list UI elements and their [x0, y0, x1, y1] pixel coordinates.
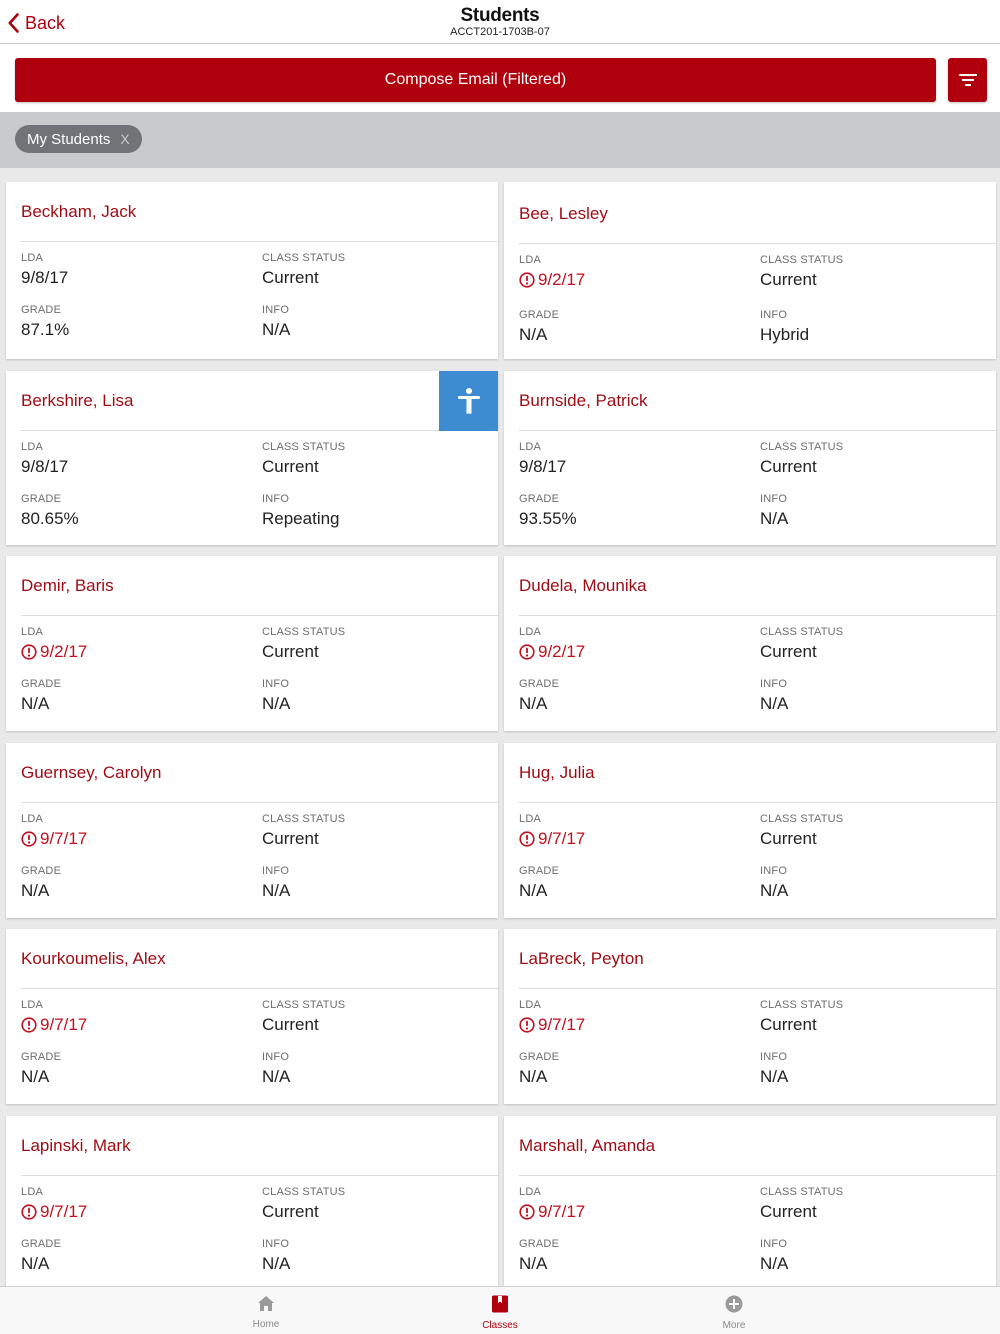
lda-date: 9/8/17 [21, 268, 69, 287]
info-label: INFO [262, 304, 290, 316]
student-card[interactable] [6, 929, 498, 1104]
lda-date: 9/7/17 [40, 1202, 88, 1221]
grade-label: GRADE [519, 493, 560, 505]
grade-value: 80.65% [21, 509, 79, 528]
info-value: Repeating [262, 509, 340, 528]
info-value: N/A [262, 1254, 291, 1273]
student-card[interactable] [6, 182, 498, 359]
lda-date: 9/7/17 [40, 1015, 88, 1034]
student-name[interactable]: Guernsey, Carolyn [21, 763, 162, 782]
student-name[interactable]: Hug, Julia [519, 763, 595, 782]
card-divider [519, 1175, 996, 1176]
lda-date: 9/7/17 [538, 1015, 586, 1034]
student-card[interactable] [6, 371, 498, 545]
tab-classes-label: Classes [482, 1320, 518, 1331]
grade-value: 87.1% [21, 320, 70, 339]
card-divider [519, 430, 996, 431]
lda-label: LDA [519, 813, 541, 825]
class-status-label: CLASS STATUS [262, 252, 346, 264]
page-title: Students [460, 5, 540, 26]
alert-circle-icon [21, 831, 37, 847]
student-card[interactable] [6, 743, 498, 918]
info-label: INFO [262, 678, 290, 690]
nav-header [0, 0, 1000, 44]
class-status-value: Current [760, 829, 817, 848]
student-name[interactable]: Burnside, Patrick [519, 391, 648, 410]
lda-date: 9/7/17 [538, 829, 586, 848]
lda-label: LDA [519, 626, 541, 638]
lda-label: LDA [21, 626, 43, 638]
filter-chip-my-students[interactable] [15, 125, 142, 153]
info-label: INFO [262, 1051, 290, 1063]
alert-circle-icon [519, 644, 535, 660]
card-divider [519, 802, 996, 803]
filter-button[interactable] [948, 58, 987, 102]
grade-label: GRADE [519, 865, 560, 877]
info-label: INFO [760, 1238, 788, 1250]
class-status-label: CLASS STATUS [262, 999, 346, 1011]
filter-chip-label: My Students [27, 130, 111, 148]
lda-label: LDA [21, 813, 43, 825]
class-status-value: Current [262, 829, 319, 848]
lda-value [21, 1015, 87, 1035]
lda-value [21, 457, 68, 477]
alert-circle-icon [519, 831, 535, 847]
alert-circle-icon [21, 644, 37, 660]
class-status-value: Current [262, 1015, 319, 1034]
student-card[interactable] [504, 929, 996, 1104]
info-value: N/A [262, 881, 291, 900]
student-name[interactable]: Dudela, Mounika [519, 576, 647, 595]
info-value: N/A [760, 509, 789, 528]
lda-value [21, 268, 68, 288]
lda-value [519, 642, 585, 662]
info-label: INFO [760, 678, 788, 690]
student-card[interactable] [6, 1116, 498, 1291]
student-name[interactable]: Beckham, Jack [21, 202, 137, 221]
class-status-value: Current [760, 457, 817, 476]
grade-label: GRADE [21, 1238, 62, 1250]
grade-value: N/A [519, 1254, 548, 1273]
grade-label: GRADE [519, 1238, 560, 1250]
info-value: N/A [760, 1254, 789, 1273]
student-card[interactable] [504, 182, 996, 359]
card-divider [21, 615, 498, 616]
student-card[interactable] [504, 743, 996, 918]
card-divider [21, 988, 498, 989]
student-card[interactable] [504, 1116, 996, 1291]
info-value: N/A [760, 1067, 789, 1086]
class-status-value: Current [760, 1015, 817, 1034]
card-divider [21, 430, 498, 431]
lda-date: 9/2/17 [40, 642, 88, 661]
info-label: INFO [760, 1051, 788, 1063]
class-status-label: CLASS STATUS [262, 441, 346, 453]
info-value: N/A [760, 694, 789, 713]
lda-value [519, 270, 585, 290]
info-label: INFO [760, 493, 788, 505]
student-card[interactable] [504, 556, 996, 731]
student-name[interactable]: Demir, Baris [21, 576, 114, 595]
lda-date: 9/8/17 [519, 457, 567, 476]
filter-icon [959, 73, 977, 87]
class-status-value: Current [262, 642, 319, 661]
card-divider [21, 802, 498, 803]
page-subtitle: ACCT201-1703B-07 [450, 26, 550, 38]
class-status-value: Current [262, 268, 319, 287]
tab-classes[interactable] [460, 1295, 540, 1331]
lda-label: LDA [519, 999, 541, 1011]
lda-label: LDA [519, 254, 541, 266]
lda-date: 9/2/17 [538, 270, 586, 289]
tab-more[interactable] [694, 1295, 774, 1331]
lda-value [519, 1202, 585, 1222]
lda-value [519, 457, 566, 477]
class-status-label: CLASS STATUS [760, 254, 844, 266]
info-value: N/A [262, 694, 291, 713]
info-label: INFO [262, 1238, 290, 1250]
student-name[interactable]: Bee, Lesley [519, 204, 608, 223]
info-value: N/A [262, 1067, 291, 1086]
accessibility-icon [457, 387, 481, 415]
tab-home[interactable] [226, 1295, 306, 1330]
active-filters-bar [0, 112, 1000, 168]
student-name[interactable]: Kourkoumelis, Alex [21, 949, 166, 968]
card-divider [519, 988, 996, 989]
grade-value: N/A [21, 881, 50, 900]
alert-circle-icon [519, 272, 535, 288]
grade-label: GRADE [21, 493, 62, 505]
lda-date: 9/8/17 [21, 457, 69, 476]
class-status-label: CLASS STATUS [760, 441, 844, 453]
class-status-value: Current [760, 1202, 817, 1221]
tab-bar [0, 1286, 1000, 1334]
card-divider [21, 241, 498, 242]
alert-circle-icon [519, 1204, 535, 1220]
class-status-value: Current [262, 457, 319, 476]
student-name[interactable]: Berkshire, Lisa [21, 391, 134, 410]
lda-label: LDA [21, 252, 43, 264]
alert-circle-icon [21, 1017, 37, 1033]
lda-value [21, 642, 87, 662]
grade-value: N/A [21, 694, 50, 713]
grade-value: N/A [21, 1254, 50, 1273]
grade-value: N/A [519, 325, 548, 344]
grade-value: N/A [519, 881, 548, 900]
info-value: Hybrid [760, 325, 810, 344]
lda-label: LDA [21, 1186, 43, 1198]
card-divider [21, 1175, 498, 1176]
lda-date: 9/2/17 [538, 642, 586, 661]
grade-label: GRADE [519, 309, 560, 321]
class-status-value: Current [760, 642, 817, 661]
lda-label: LDA [519, 1186, 541, 1198]
grade-label: GRADE [21, 1051, 62, 1063]
class-status-label: CLASS STATUS [760, 626, 844, 638]
info-value: N/A [760, 881, 789, 900]
plus-circle-icon [725, 1295, 743, 1313]
class-status-label: CLASS STATUS [262, 1186, 346, 1198]
lda-date: 9/7/17 [538, 1202, 586, 1221]
info-label: INFO [760, 865, 788, 877]
card-divider [519, 615, 996, 616]
class-status-label: CLASS STATUS [760, 1186, 844, 1198]
class-status-value: Current [262, 1202, 319, 1221]
student-card[interactable] [6, 556, 498, 731]
class-status-label: CLASS STATUS [760, 813, 844, 825]
grade-label: GRADE [21, 304, 62, 316]
grade-label: GRADE [21, 678, 62, 690]
class-status-label: CLASS STATUS [262, 626, 346, 638]
accessibility-button[interactable] [439, 371, 498, 431]
info-value: N/A [262, 320, 291, 339]
lda-value [21, 1202, 87, 1222]
compose-row [0, 44, 1000, 112]
lda-value [519, 1015, 585, 1035]
lda-label: LDA [519, 441, 541, 453]
grade-value: N/A [21, 1067, 50, 1086]
card-divider [519, 243, 996, 244]
home-icon [257, 1295, 275, 1312]
student-name[interactable]: LaBreck, Peyton [519, 949, 644, 968]
compose-email-button[interactable]: Compose Email (Filtered) [15, 58, 936, 102]
info-label: INFO [262, 865, 290, 877]
info-label: INFO [262, 493, 290, 505]
student-card[interactable] [504, 371, 996, 545]
grade-value: N/A [519, 694, 548, 713]
back-label: Back [25, 12, 66, 33]
lda-label: LDA [21, 999, 43, 1011]
grade-label: GRADE [21, 865, 62, 877]
alert-circle-icon [519, 1017, 535, 1033]
lda-label: LDA [21, 441, 43, 453]
grade-value: 93.55% [519, 509, 577, 528]
book-icon [491, 1295, 509, 1313]
class-status-label: CLASS STATUS [760, 999, 844, 1011]
alert-circle-icon [21, 1204, 37, 1220]
grade-label: GRADE [519, 1051, 560, 1063]
tab-home-label: Home [252, 1319, 280, 1330]
class-status-label: CLASS STATUS [262, 813, 346, 825]
student-name[interactable]: Marshall, Amanda [519, 1136, 656, 1155]
student-name[interactable]: Lapinski, Mark [21, 1136, 131, 1155]
grade-label: GRADE [519, 678, 560, 690]
lda-value [21, 829, 87, 849]
grade-value: N/A [519, 1067, 548, 1086]
info-label: INFO [760, 309, 788, 321]
lda-value [519, 829, 585, 849]
tab-more-label: More [722, 1320, 746, 1331]
lda-date: 9/7/17 [40, 829, 88, 848]
class-status-value: Current [760, 270, 817, 289]
remove-filter-icon[interactable]: X [120, 131, 130, 147]
